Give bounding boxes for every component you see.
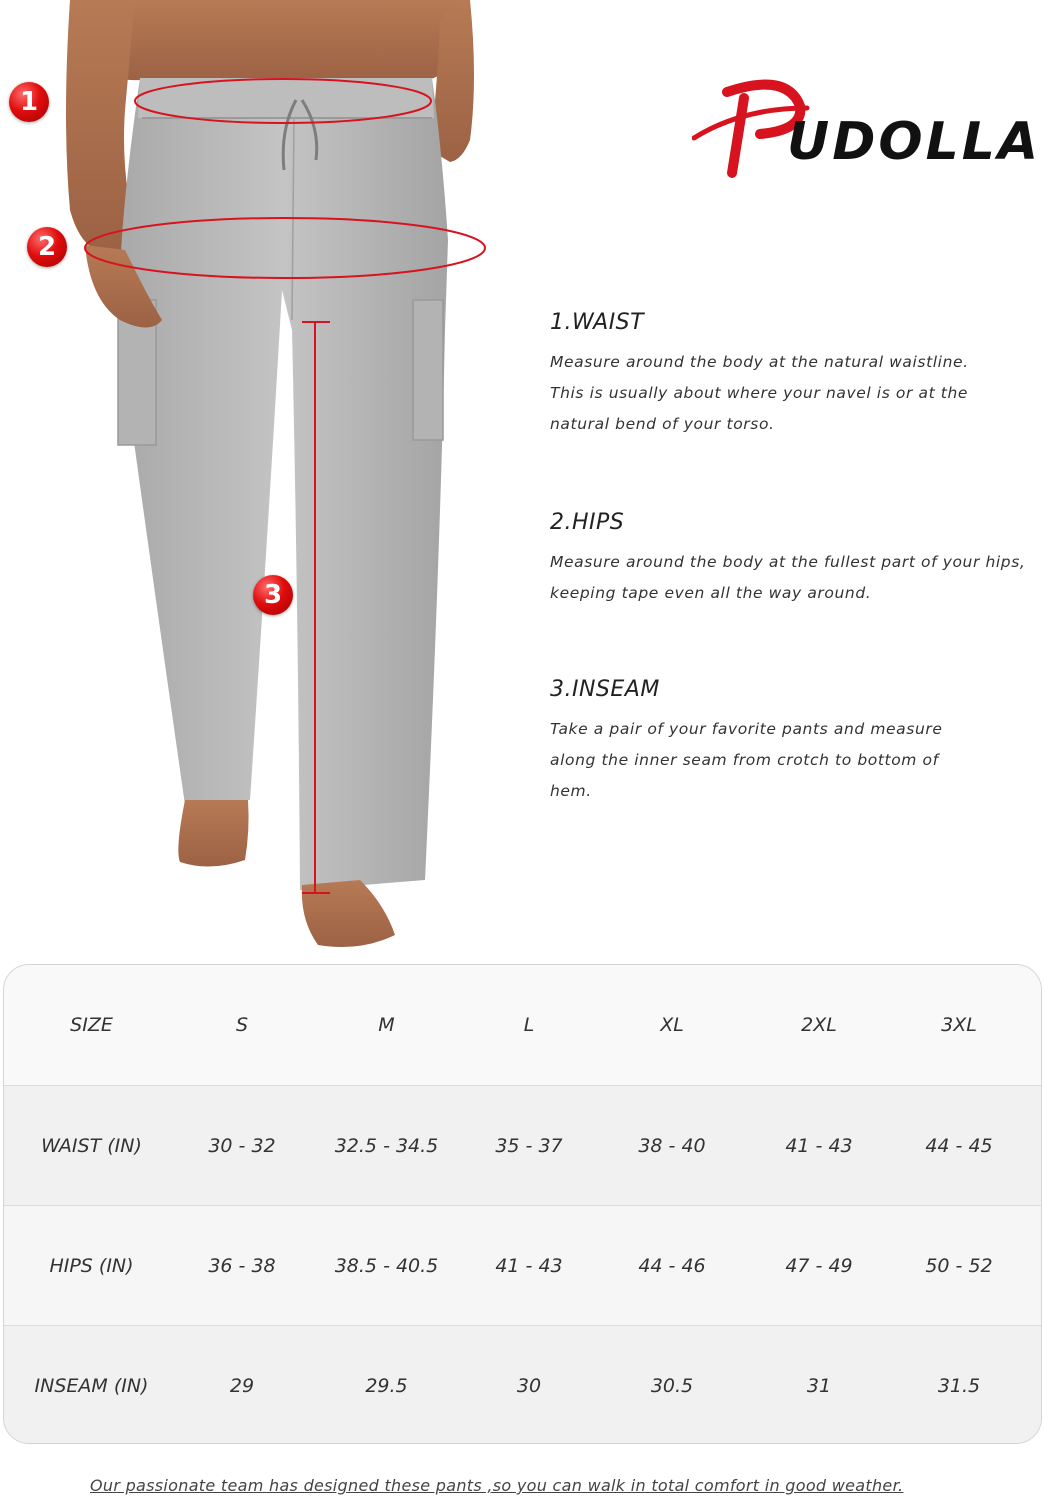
waist-marker: 1 <box>9 82 49 122</box>
waist-description: Measure around the body at the natural waistline. This is usually about where your navel is or at the natural bend of your torso. <box>550 353 969 433</box>
pants-illustration <box>0 0 520 960</box>
table-cell: 29 <box>229 1375 255 1397</box>
table-cell: 31.5 <box>937 1375 981 1397</box>
table-row-hips <box>4 1205 1041 1325</box>
table-cell: 47 - 49 <box>785 1255 853 1277</box>
brand-wordmark: UDOLLA <box>787 112 1042 172</box>
table-row-waist <box>4 1085 1041 1205</box>
header-cell: 3XL <box>941 1014 977 1036</box>
table-cell: 36 - 38 <box>208 1255 276 1277</box>
table-cell: 38 - 40 <box>638 1135 706 1157</box>
header-cell: XL <box>660 1014 684 1036</box>
size-chart-table <box>3 964 1042 1444</box>
header-cell: S <box>235 1014 249 1036</box>
row-label: INSEAM (IN) <box>34 1375 149 1397</box>
table-cell: 41 - 43 <box>785 1135 853 1157</box>
inseam-instruction <box>550 677 1040 807</box>
inseam-marker: 3 <box>253 575 293 615</box>
table-row-inseam <box>4 1325 1041 1444</box>
footer-note: Our passionate team has designed these pants ,so you can walk in total comfort in good weather. <box>90 1476 904 1495</box>
header-cell: 2XL <box>801 1014 837 1036</box>
hips-instruction <box>550 510 1040 609</box>
brand-logo <box>692 78 1042 178</box>
right-cargo-pocket <box>413 300 443 440</box>
table-cell: 30.5 <box>650 1375 694 1397</box>
table-cell: 31 <box>806 1375 832 1397</box>
inseam-title: 3.INSEAM <box>550 677 660 702</box>
table-cell: 38.5 - 40.5 <box>334 1255 439 1277</box>
table-header-row <box>4 965 1041 1085</box>
table-cell: 30 - 32 <box>208 1135 276 1157</box>
table-cell: 35 - 37 <box>495 1135 563 1157</box>
left-foot <box>178 800 248 867</box>
header-cell: M <box>378 1014 395 1036</box>
pants-body <box>119 78 448 890</box>
product-photo <box>0 0 520 960</box>
row-label: WAIST (IN) <box>41 1135 142 1157</box>
header-cell: SIZE <box>70 1014 113 1036</box>
table-cell: 44 - 46 <box>638 1255 706 1277</box>
table-cell: 41 - 43 <box>495 1255 563 1277</box>
table-cell: 50 - 52 <box>925 1255 993 1277</box>
inseam-description: Take a pair of your favorite pants and measure along the inner seam from crotch to bottom of hem. <box>550 720 943 800</box>
header-cell: L <box>523 1014 535 1036</box>
waist-title: 1.WAIST <box>550 310 645 335</box>
table-cell: 44 - 45 <box>925 1135 993 1157</box>
hips-marker: 2 <box>27 227 67 267</box>
waist-instruction <box>550 310 1040 440</box>
hips-description: Measure around the body at the fullest part of your hips, keeping tape even all the way around. <box>550 553 1026 602</box>
table-cell: 30 <box>516 1375 542 1397</box>
table-cell: 29.5 <box>365 1375 408 1397</box>
hips-title: 2.HIPS <box>550 510 625 535</box>
row-label: HIPS (IN) <box>49 1255 134 1277</box>
table-cell: 32.5 - 34.5 <box>334 1135 439 1157</box>
